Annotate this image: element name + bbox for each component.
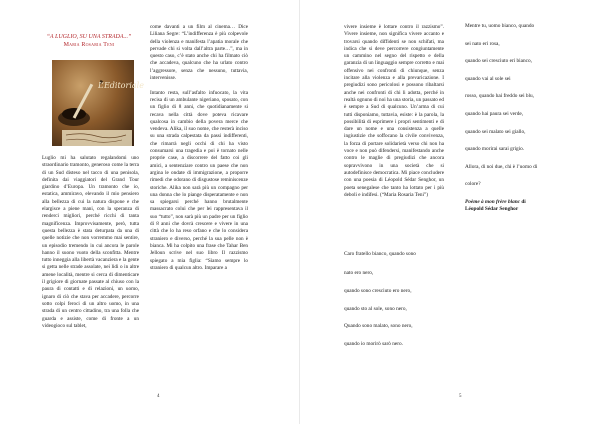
- poem-line: Caro fratello bianco, quando sono: [344, 251, 416, 257]
- right-page: [300, 0, 600, 424]
- poem-line: rosso, quando hai freddo sei blu,: [465, 93, 534, 100]
- poem-title: [465, 199, 565, 206]
- poem-line: quando sono cresciuto ero nero,: [344, 288, 412, 294]
- poem-author: Léopold Sédar Senghor: [465, 206, 519, 213]
- article-paragraph: Luglio mi ha salutato regalandomi uno straordinario tramonto, generoso come la terra di un Sud disteso nel tacco di una penisola, definita dai viaggiatori del Grand Tour giardino d’Europa. Un tramonto che io, estatica, ammiravo, elevando il mio pensiero alla bellezza di cui la natura dispone e che elargisce a piene mani, con la speranza di renderci migliori, perché ricchi di tanta magnificenza. Improvvisamente, però, tutta questa bellezza è stata deturpata da una di quelle notizie che non vorremmo mai sentire, un episodio tremendo in cui ancora le parole hanno il suono vuoto della sconfitta. Mentre tutto inneggia alla libertà vacanziera e la gente si getta nelle strade assolate, nei lidi o in altre amene località, mentre si cerca di dimenticare il grigiore di giornate passate al chiuso con la paura di contatti e di relazioni, un uomo, ignaro di ciò che stava per accadere, percorre sotto colpi feroci di un altro uomo, in una strada di un centro cittadino, tra una folla che guarda e assiste, come di fronte a un videogioco sul tablet,: [42, 155, 139, 329]
- article-paragraph: vivere insieme è lottare contro il razzismo”. Vivere insieme, non significa vivere accanto e trovarsi quando diffidenti se non schifati, ma indica che si deve percorrere congiuntamente un cammino nel segno del rispetto e della garanzia di un linguaggio sempre corretto e mai offensivo nei confronti di chiunque, senza incitare alla violenza e alla prevaricazione. I pregiudizi sono pericolosi e possono ribaltarsi anche nei confronti di chi li adotta, perché in realtà ognuno di noi ha una storia, un passato ed è sempre a Sud di qualcuno. Un’arma di cui tutti disponiamo, tuttavia, esiste: è la parola, la possibilità di esprimere i propri sentimenti e di dare un nome e una consistenza a quelle ingiustizie che soffocano la civile convivenza, la forza di portare solidarietà verso chi non ha voce e non può difendersi, manifestando anche contro le maglie di pregiudizi che ancora sopravvivono in una società che si autodefinisce democratica. Mi piace concludere con una poesia di Léopold Sédar Senghor, un poeta senegalese che tanto ha lottato per i più deboli e indifesi. (“Maria Rosaria Teni”): [344, 24, 444, 198]
- article-paragraph: Intanto resta, sull’asfalto infuocato, la vita recisa di un ambulante nigeriano, sposato, con un figlio di 8 anni, che quotidianamente si recava nella città dove poteva ricavare qualcosa in cambio della povera merce che vendeva. Alika, il suo nome, che resterà inciso su una strada calpestata da passi indifferenti, che rimarrà negli occhi di chi ha visto consumarsi una tragedia e poi è tornato nelle proprie case, a discorrere del fatto coi gli amici, a sentenziare contro un paese che non argina le ondate di immigrazione, a proporre rimedi che odorano di disgustose reminiscenze storiche. Alika non sarà più un compagno per una donna che lo piange disperatamente e non sa spiegarsi perché hanno brutalmente massacrato colui che per lei rappresentava il suo “tutto”, non sarà più un padre per un figlio di 8 anni che dovrà crescere e vivere in una città che lo ha reso orfano e che lo considera straniero e diverso, perché la sua pelle non è bianca. Mi ha colpito una frase che Tahar Ben Jelloun scrive nel suo libro Il razzismo spiegato a mia figlia: “Siamo sempre lo straniero di qualcun altro. Imparare a: [150, 89, 248, 271]
- article-column-1: [42, 155, 139, 330]
- poem-line: Allora, di noi due, chi è l’uomo di: [465, 163, 538, 170]
- section-title-text: “A LUGLIO, SU UNA STRADA...”: [46, 34, 132, 40]
- author-name: Maria Rosaria Teni: [63, 42, 115, 48]
- poem-line: quando morirai sarai grigio.: [465, 146, 525, 153]
- poem-title-text: Poème à mon frère blanc: [465, 198, 521, 205]
- poem-line: nato ero nero,: [344, 270, 374, 277]
- poem-line: quando io morirò sarò nero.: [344, 340, 403, 347]
- page-number: 5: [459, 394, 462, 399]
- poem-line: sei nato eri rosa,: [465, 40, 500, 47]
- editorial-photo: [52, 60, 144, 146]
- article-column-2: [150, 24, 248, 272]
- poem-line: Quando sono malato, sono nero,: [344, 323, 413, 330]
- page-number: 4: [157, 394, 160, 399]
- section-title: [40, 33, 138, 49]
- poem-line: quando sei cresciuto eri bianco,: [465, 58, 532, 65]
- poem-line: colore?: [465, 181, 481, 188]
- poem-line: quando hai paura sei verde,: [465, 110, 524, 117]
- article-column-3: [344, 24, 444, 199]
- poem-title-suffix: di: [520, 198, 526, 205]
- poem-line: quando vai al sole sei: [465, 75, 511, 82]
- poem-line: quando sei malato sei giallo,: [465, 128, 526, 135]
- poem-translation: [344, 251, 454, 358]
- poem: [465, 23, 565, 224]
- photo-caption: L’Editoriale: [98, 81, 144, 90]
- poem-line: Mentre tu, uomo bianco, quando: [465, 23, 535, 29]
- poem-line: quando sto al sole, sono nero,: [344, 305, 407, 312]
- article-paragraph: come davanti a un film al cinema… Dice Liliana Segre: “L’indifferenza è più colpevole della violenza e manifesta l’apatia morale che pervade chi si volta dall’altra parte…”, ma in questo caso, c’è stato anche chi ha filmato ciò che accadeva, qualcuno che ha urlato contro l’aggressore, senza che nessuno, tuttavia, intervenisse.: [150, 24, 248, 82]
